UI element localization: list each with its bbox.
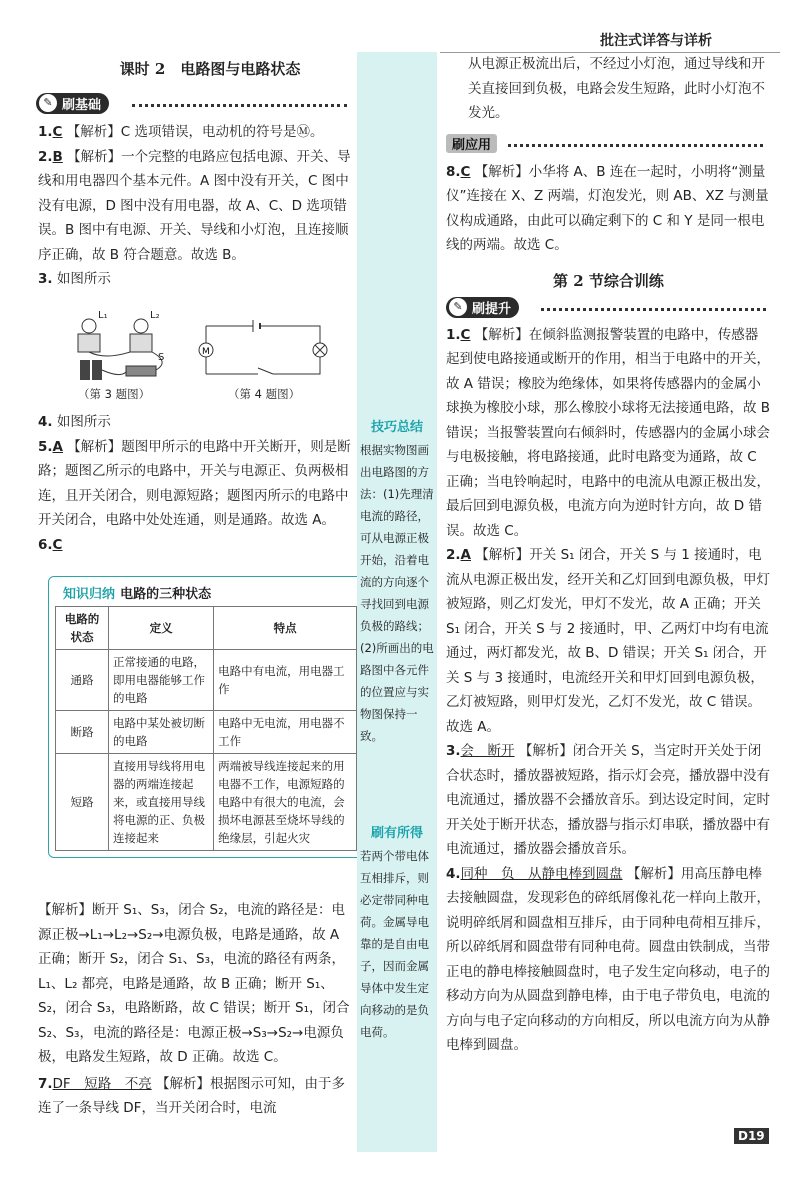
answer-q5: 5.A 【解析】题图甲所示的电路中开关断开，则是断路；题图乙所示的电路中，开关与电源正、负两极相连，且开关闭合，则电源短路；题图丙所示的电路中开关闭合，电路中处处连通，则是通路。故选 A。 [38,438,351,528]
answer-choice: A [52,438,63,455]
table-row [56,711,357,754]
tip2-title: 刷有所得 [370,826,423,841]
svg-text:M: M [202,347,210,357]
table-cell: 短路 [56,754,109,851]
answer-choice: B [52,148,63,165]
knowledge-label: 知识归纳 [63,587,116,602]
knowledge-box [48,576,364,858]
right-column [446,52,771,1058]
table-header: 电路的状态 [56,607,109,650]
table-cell: 电路中有电流，用电器工作 [214,650,357,711]
badge-label: 刷提升 [472,301,512,317]
label-l2: L₂ [150,310,160,321]
answer-q6: 6.C [38,536,63,553]
section-badge-basic [36,93,109,114]
apply-tag: 刷应用 [446,134,497,153]
answer-q1: 1.C 【解析】C 选项错误，电动机的符号是Ⓜ。 [38,124,324,140]
tip2-text: 若两个带电体互相排斥，则必定带同种电荷。金属导电靠的是自由电子，因而金属导体中发生定向移动的是负电荷。 [360,849,429,1039]
pencil-icon: ✎ [39,94,57,112]
table-header: 特点 [214,607,357,650]
figure-4-caption: （第 4 题图） [228,387,301,401]
page-header [600,30,790,50]
q7-continued: 从电源正极流出后，不经过小灯泡，通过导线和开关直接回到负极，电路会发生短路，此时小灯泡不发光。 [468,56,765,121]
answer-choice: C [460,326,471,343]
lesson-title: 课时 2 电路图与电路状态 [119,60,301,78]
circuit-states-table [55,606,357,851]
answer-q3: 3. 如图所示 [38,271,111,287]
dotted-rule [541,308,766,311]
answer-q8: 8.C 【解析】小华将 A、B 连在一起时，小明将“测量仪”连接在 X、Z 两端，灯泡发光，则 AB、XZ 与测量仪构成通路，由此可以确定剩下的 C 和 Y 是同一根电线的两端。故选 C。 [446,163,769,253]
label-l1: L₁ [98,310,108,321]
knowledge-header [59,583,215,602]
tip1-title: 技巧总结 [370,420,423,435]
apply-section-header [446,134,771,156]
answer-q4: 4. 如图所示 [38,414,111,430]
figure-3 [70,312,180,402]
answer-q7: 7.DF 短路 不亮 【解析】根据图示可知，由于多连了一条导线 DF，当开关闭合时，电流 [38,1075,345,1116]
answer-r4: 4.同种 负 从静电棒到圆盘 【解析】用高压静电棒去接触圆盘，发现彩色的碎纸屑像礼花一样向上散开，说明碎纸屑和圆盘相互排斥，由于同种电荷相互排斥，所以碎纸屑和圆盘带有同种电荷。圆盘由铁制成，当带正电的静电棒接触圆盘时，电子发生定向移动，电子的移动方向为从圆盘到静电棒，由于电子带负电，电流的方向与电子定向移动的方向相反，所以电流方向为从静电棒到圆盘。 [446,865,770,1053]
label-s: S [158,352,165,363]
table-header: 定义 [109,607,214,650]
table-cell: 通路 [56,650,109,711]
table-header-row [56,607,357,650]
dotted-rule [132,104,347,107]
tip-box-1 [360,416,434,747]
answer-choice: C [52,536,63,553]
table-cell: 两端被导线连接起来的用电器不工作，电源短路的电路中有很大的电流，会损坏电源甚至烧坏导线的绝缘层，引起火灾 [214,754,357,851]
dotted-rule [508,144,763,147]
figure-3-caption: （第 3 题图） [78,387,151,401]
answer-fill: 同种 负 从静电棒到圆盘 [460,865,623,882]
answer-r1: 1.C 【解析】在倾斜监测报警装置的电路中，传感器起到使电路接通或断开的作用，相当于电路中的开关，故 A 错误；橡胶为绝缘体，如果将传感器内的金属小球换为橡胶小球，那么橡胶小球将无法接通电路，故 B 错误；当报警装置向右倾斜时，传感器内的金属小球会与电极接触，将电路接通，此时电路变为通路，故 C 正确；当电铃响起时，电路中的电流从电源正极出发，最后回到电源负极，电流方向为逆时针方向，故 D 错误。故选 C。 [446,326,771,539]
answer-r3: 3.会 断开 【解析】闭合开关 S，当定时开关处于闭合状态时，播放器被短路，指示灯会亮，播放器中没有电流通过，播放器不会播放音乐。到达设定时间，定时开关处于断开状态，播放器与指示灯串联，播放器中有电流通过，播放器会播放音乐。 [446,743,770,857]
table-row [56,650,357,711]
figure-4 [198,318,328,402]
answer-fill: DF 短路 不亮 [52,1075,152,1092]
schematic-circuit-figure [198,318,328,380]
tip-box-2 [360,822,434,1043]
knowledge-title: 电路的三种状态 [120,587,212,602]
answer-choice: A [460,547,471,563]
left-column-top [38,120,353,292]
header-title: 批注式详答与详析 [600,33,712,49]
page-number: D19 [734,1128,769,1144]
left-column-mid [38,410,353,557]
answer-q2: 2.B 【解析】一个完整的电路应包括电源、开关、导线和用电器四个基本元件。A 图中没有开关，C 图中没有电源，D 图中没有用电器，故 A、C、D 选项错误。B 图中有电源、开关、导线和小灯泡，且连接顺序正确，故 B 符合题意。故选 B。 [38,148,351,263]
table-cell: 直接用导线将用电器的两端连接起来，或直接用导线将电源的正、负极连接起来 [109,754,214,851]
badge-label: 刷基础 [62,98,102,113]
table-cell: 断路 [56,711,109,754]
physical-circuit-figure [70,312,180,382]
table-cell: 正常接通的电路，即用电器能够工作的电路 [109,650,214,711]
answer-choice: C [52,124,63,140]
left-column-bottom [38,898,353,1121]
table-cell: 电路中某处被切断的电路 [109,711,214,754]
tip1-text: 根据实物图画出电路图的方法：(1)先理清电流的路径，可从电源正极开始，沿着电流的方向逐个寻找回到电源负极的路线；(2)所画出的电路图中各元件的位置应与实物图保持一致。 [360,443,434,743]
section2-title: 第 2 节综合训练 [553,271,664,290]
answer-choice: C [460,163,471,180]
answer-r2: 2.A 【解析】开关 S₁ 闭合，开关 S 与 1 接通时，电流从电源正极出发，经开关和乙灯回到电源负极，甲灯被短路，则乙灯发光，甲灯不发光，故 A 正确；开关 S₁ 闭合，开关 S 与 2 接通时，甲、乙两灯中均有电流通过，两灯都发光，故 B、D 错误；开关 S₁ 闭合，开关 S 与 3 接通时，电流经开关和甲灯回到电源负极，乙灯被短路，则甲灯发光，乙灯不发光，故 C 错误。故选 A。 [446,547,770,735]
table-row [56,754,357,851]
raise-section-header [446,297,771,323]
pencil-icon: ✎ [449,298,467,316]
table-cell: 电路中无电流，用电器不工作 [214,711,357,754]
answer-fill: 会 断开 [460,743,515,759]
q6-explanation: 【解析】断开 S₁、S₃，闭合 S₂，电流的路径是：电源正极→L₁→L₂→S₂→电源负极，电路是通路，故 A 正确；断开 S₂，闭合 S₁、S₃，电流的路径有两条，L₁、L₂ 都亮，电路是通路，故 B 正确；断开 S₁、S₂，闭合 S₃，电路断路，故 C 错误；断开 S₁，闭合 S₂、S₃，电流的路径是：电源正极→S₃→S₂→电源负极，电路发生短路，故 D 正确。故选 C。 [38,902,350,1065]
